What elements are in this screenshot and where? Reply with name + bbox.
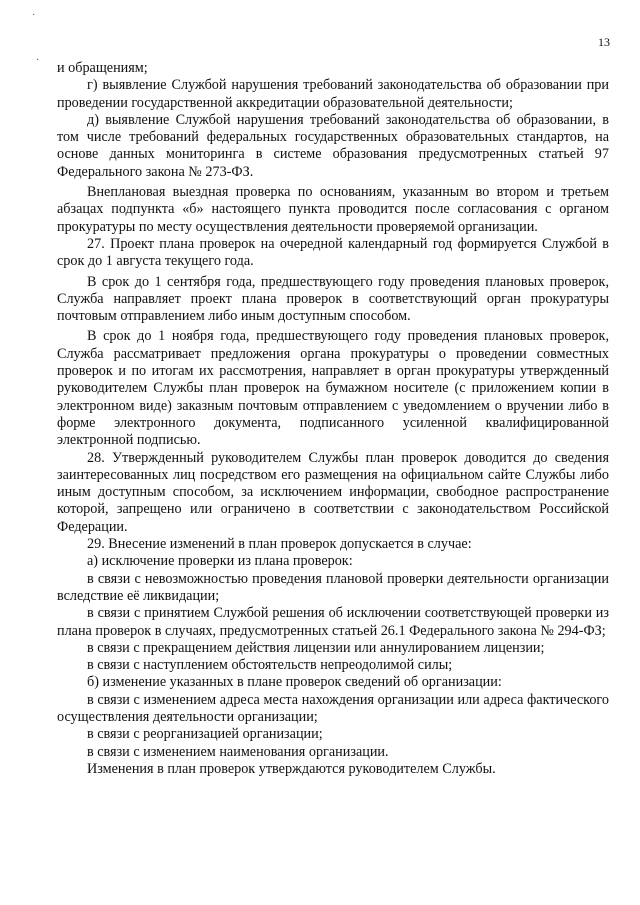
paragraph: в связи с изменением наименования организации.	[87, 743, 389, 760]
paragraph: в связи с изменением адреса места нахождения организации или адреса фактического осуществления деятельности организации;	[57, 691, 609, 725]
paragraph: В срок до 1 ноября года, предшествующего году проведения плановых проверок, Служба рассматривает предложения органа прокуратуры о проведении совместных проверок и по итогам их рассмотрения, направляет в орган прокуратуры утвержденный руководителем Службы план проверок на бумажном носителе (с приложением копии в электронном виде) заказным почтовым отправлением с уведомлением о вручении либо в форме электронного документа, подписанного усиленной квалифицированной электронной подписью.	[57, 328, 609, 449]
paragraph: Внеплановая выездная проверка по основаниям, указанным во втором и третьем абзацах подпункта «б» настоящего пункта проводится после согласования с органом прокуратуры по месту осуществления деятельности проверяемой организации.	[57, 184, 609, 235]
paragraph: 29. Внесение изменений в план проверок допускается в случае:	[87, 536, 472, 553]
paragraph: В срок до 1 сентября года, предшествующего году проведения плановых проверок, Служба направляет проект плана проверок в соответствующий орган прокуратуры почтовым отправлением либо иным доступным способом.	[57, 273, 609, 325]
paragraph: 28. Утвержденный руководителем Службы план проверок доводится до сведения заинтересованных лиц посредством его размещения на официальном сайте Службы либо иным доступным способом, за исключением информации, свободное распространение которой, запрещено или ограничено в соответствии с законодательством Российской Федерации.	[57, 449, 609, 535]
paragraph: б) изменение указанных в плане проверок сведений об организации:	[87, 674, 502, 691]
page-number: 13	[598, 35, 610, 49]
paragraph: в связи с наступлением обстоятельств непреодолимой силы;	[87, 657, 453, 674]
paragraph: Изменения в план проверок утверждаются руководителем Службы.	[87, 760, 496, 777]
scan-mark: ·	[36, 55, 40, 66]
paragraph: д) выявление Службой нарушения требований законодательства об образовании, в том числе требований федеральных государственных образовательных стандартов, на основе данных мониторинга в системе образования предусмотренных статьей 97 Федерального закона № 273-ФЗ.	[57, 111, 609, 180]
paragraph: и обращениям;	[57, 60, 148, 76]
paragraph: а) исключение проверки из плана проверок:	[87, 553, 353, 570]
paragraph: 27. Проект плана проверок на очередной календарный год формируется Службой в срок до 1 августа текущего года.	[57, 235, 609, 270]
paragraph: в связи с принятием Службой решения об исключении соответствующей проверки из плана проверок в случаях, предусмотренных статьей 26.1 Федерального закона № 294-ФЗ;	[57, 605, 609, 639]
scan-mark: ·	[32, 10, 36, 21]
paragraph: г) выявление Службой нарушения требований законодательства об образовании при проведении государственной аккредитации образовательной деятельности;	[57, 77, 609, 111]
paragraph: в связи с невозможностью проведения плановой проверки деятельности организации вследствие её ликвидации;	[57, 570, 609, 604]
paragraph: в связи с реорганизацией организации;	[87, 726, 323, 743]
paragraph: в связи с прекращением действия лицензии или аннулированием лицензии;	[87, 639, 545, 656]
document-body	[57, 60, 609, 778]
